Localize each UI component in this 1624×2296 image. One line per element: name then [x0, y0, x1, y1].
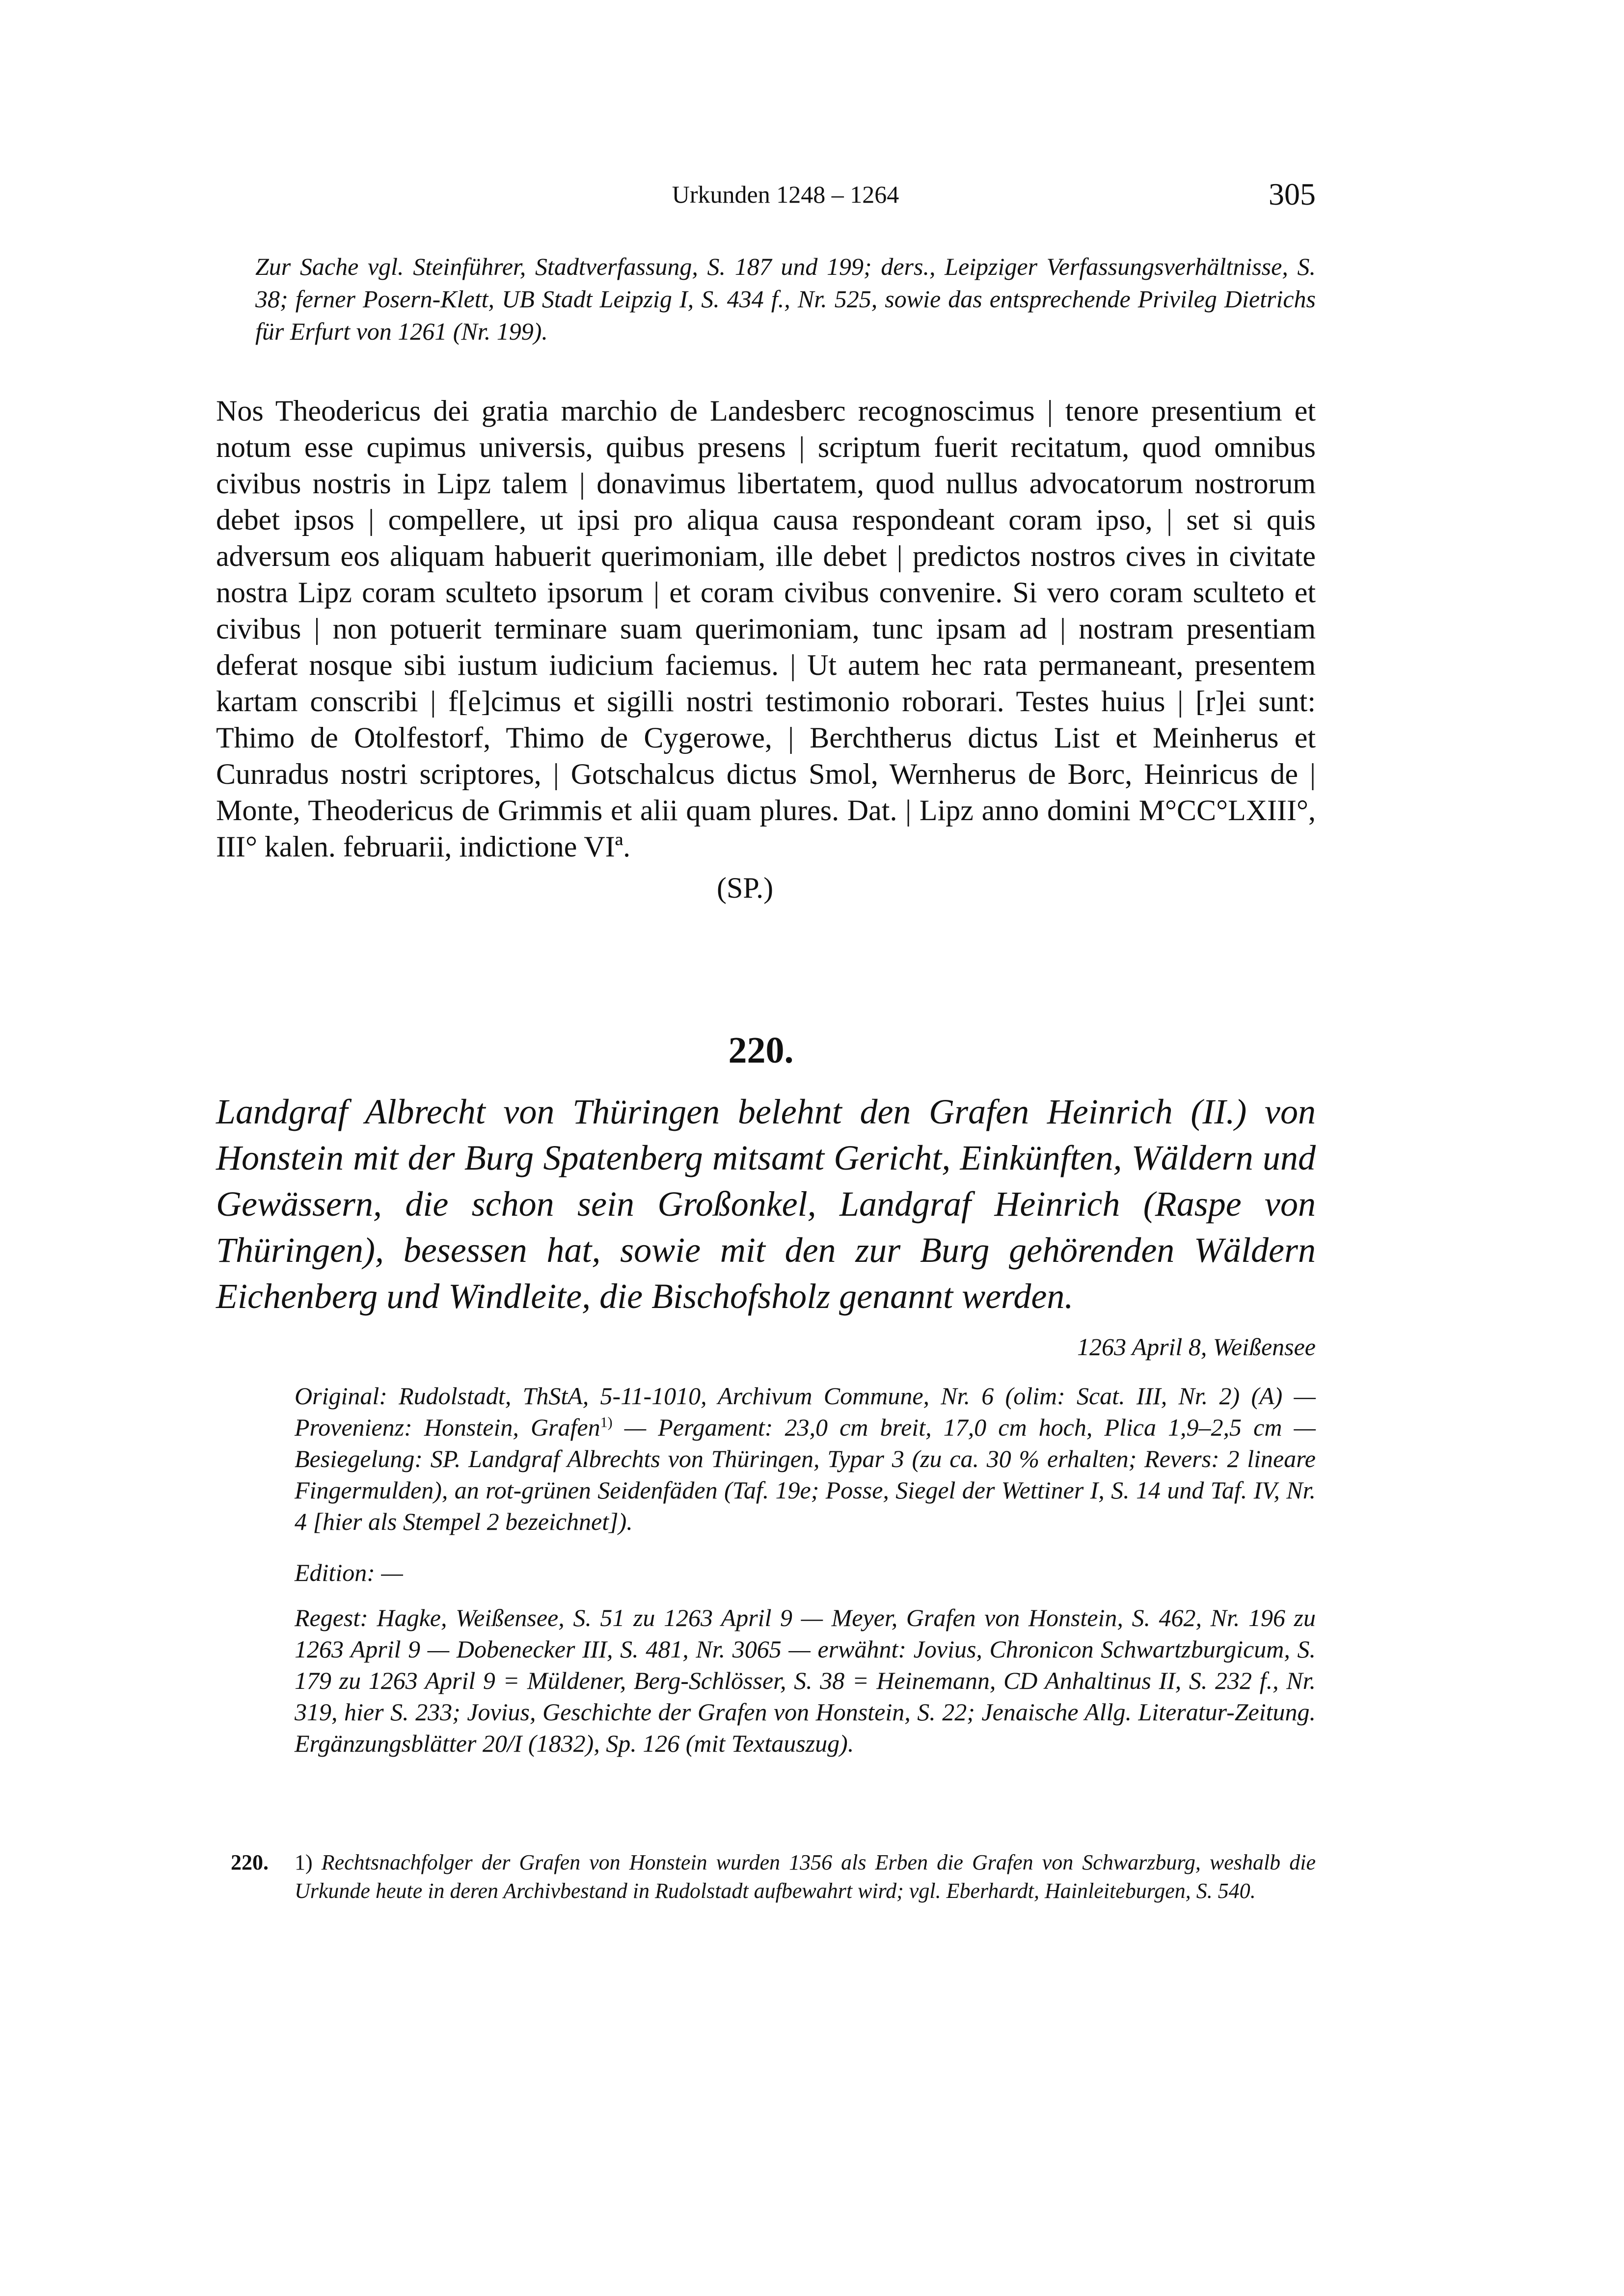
date-place: 1263 April 8, Weißensee	[1077, 1333, 1316, 1361]
document-number: 220.	[728, 1030, 794, 1071]
regest-references: Regest: Hagke, Weißensee, S. 51 zu 1263 April 9 — Meyer, Grafen von Honstein, S. 462, Nr. 196 zu 1263 April 9 — Dobenecker III, S. 481, Nr. 3065 — erwähnt: Jovius, Chronicon Schwartzburgicum, S. 179 zu 1263 April 9 = Müldener, Berg-Schlösser, S. 38 = Heinemann, CD Anhaltinus II, S. 232 f., Nr. 319, hier S. 233; Jovius, Geschichte der Grafen von Honstein, S. 22; Jenaische Allg. Literatur-Zeitung. Ergänzungsblätter 20/I (1832), Sp. 126 (mit Textauszug).	[295, 1604, 1316, 1757]
original-description	[295, 1380, 1316, 1537]
footnote-text: Rechtsnachfolger der Grafen von Honstein wurden 1356 als Erben die Grafen von Schwarzburg, weshalb die Urkunde heute in deren Archivbestand in Rudolstadt aufbewahrt wird; vgl. Eberhardt, Hainleiteburgen, S. 540.	[295, 1850, 1316, 1903]
footnote-reference: 1)	[600, 1414, 613, 1431]
page-number: 305	[1269, 177, 1316, 212]
original-text-end: — Pergament: 23,0 cm breit, 17,0 cm hoch, Plica 1,9–2,5 cm — Besiegelung: SP. Landgraf Albrechts von Thüringen, Typar 3 (zu ca. 30 % erhalten; Revers: 2 lineare Fingermulden), an rot-grünen Seidenfäden (Taf. 19e; Posse, Siegel der Wettiner I, S. 14 und Taf. IV, Nr. 4 [hier als Stempel 2 bezeichnet]).	[295, 1414, 1316, 1535]
edition-line: Edition: —	[295, 1559, 403, 1586]
original-text-start: Original: Rudolstadt, ThStA, 5-11-1010, Archivum Commune, Nr. 6 (olim: Scat. III, Nr. 2) (A) — Provenienz: Honstein, Grafen	[295, 1382, 1316, 1441]
charter-text: Nos Theodericus dei gratia marchio de Landesberc recognoscimus | tenore presentium et notum esse cupimus universis, quibus presens | scriptum fuerit recitatum, quod omnibus civibus nostris in Lipz talem | donavimus libertatem, quod nullus advocatorum nostrorum debet ipsos | compellere, ut ipsi pro aliqua causa respondeant coram ipso, | set si quis adversum eos aliquam habuerit querimoniam, ille debet | predictos nostros cives in civitate nostra Lipz coram sculteto ipsorum | et coram civibus convenire. Si vero coram sculteto et civibus | non potuerit terminare suam querimoniam, tunc ipsam ad | nostram presentiam deferat nosque sibi iustum iudicium faciemus. | Ut autem hec rata permaneant, presentem kartam conscribi | f[e]cimus et sigilli nostri testimonio roborari. Testes huius | [r]ei sunt: Thimo de Otolfestorf, Thimo de Cygerowe, | Berchtherus dictus List et Meinherus et Cunradus nostri scriptores, | Gotschalcus dictus Smol, Wernherus de Borc, Heinricus de | Monte, Theodericus de Grimmis et alii quam plures. Dat. | Lipz anno domini M°CC°LXIII°, III° kalen. februarii, indictione VIª.	[216, 395, 1316, 863]
running-title: Urkunden 1248 – 1264	[672, 181, 899, 208]
footnote-body	[295, 1848, 1316, 1905]
footnote-doc-number: 220.	[231, 1850, 269, 1874]
seal-marker: (SP.)	[717, 872, 774, 904]
page-header	[255, 175, 1316, 214]
preliminary-note: Zur Sache vgl. Steinführer, Stadtverfassung, S. 187 und 199; ders., Leipziger Verfassungsverhältnisse, S. 38; ferner Posern-Klett, UB Stadt Leipzig I, S. 434 f., Nr. 525, sowie das entsprechende Privileg Dietrichs für Erfurt von 1261 (Nr. 199).	[255, 253, 1316, 345]
regest-summary: Landgraf Albrecht von Thüringen belehnt den Grafen Heinrich (II.) von Honstein mit der Burg Spatenberg mitsamt Gericht, Einkünften, Wäldern und Gewässern, die schon sein Großonkel, Landgraf Heinrich (Raspe von Thüringen), besessen hat, sowie mit den zur Burg gehörenden Wäldern Eichenberg und Windleite, die Bischofsholz genannt werden.	[216, 1092, 1316, 1316]
footnote	[231, 1848, 1316, 1905]
footnote-mark: 1)	[295, 1850, 313, 1874]
